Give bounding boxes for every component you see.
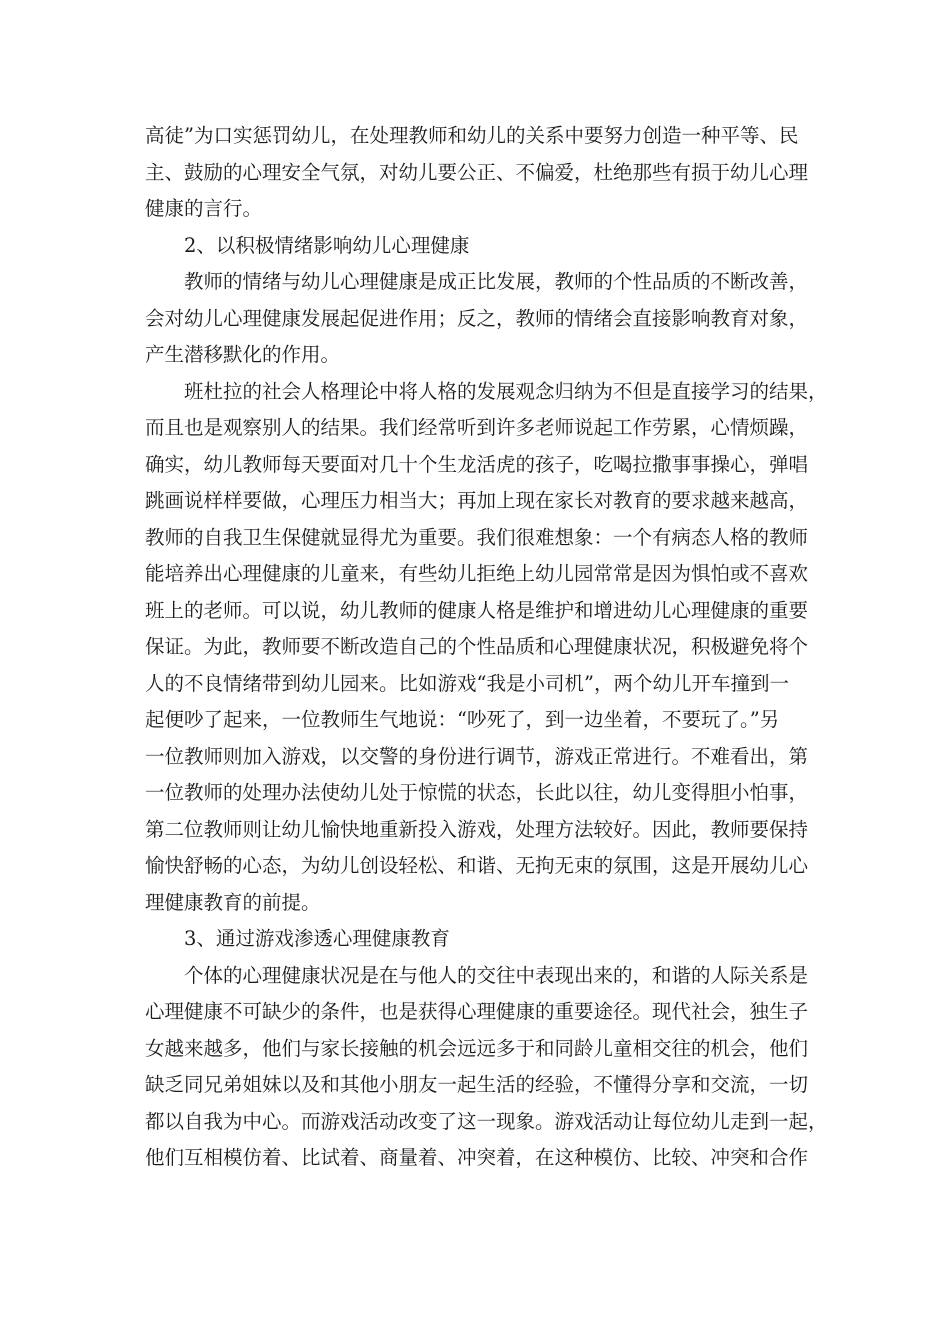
text-line: 而且也是观察别人的结果。我们经常听到许多老师说起工作劳累，心情烦躁， [145, 416, 809, 439]
paragraph-first-line: 个体的心理健康状况是在与他人的交往中表现出来的，和谐的人际关系是 [184, 963, 809, 987]
text-line: 班上的老师。可以说，幼儿教师的健康人格是维护和增进幼儿心理健康的重要 [145, 598, 809, 622]
text-line: 愉快舒畅的心态，为幼儿创设轻松、和谐、无拘无束的氛围，这是开展幼儿心 [145, 854, 809, 877]
text-line: 会对幼儿心理健康发展起促进作用；反之，教师的情绪会直接影响教育对象， [145, 306, 809, 330]
text-line: 起便吵了起来，一位教师生气地说：“吵死了，到一边坐着，不要玩了。”另 [145, 708, 780, 731]
text-line: 跳画说样样要做，心理压力相当大；再加上现在家长对教育的要求越来越高， [145, 489, 809, 512]
text-line: 缺乏同兄弟姐妹以及和其他小朋友一起生活的经验，不懂得分享和交流，一切 [145, 1073, 809, 1096]
section-heading: 3、通过游戏渗透心理健康教育 [184, 927, 450, 950]
paragraph-first-line: 班杜拉的社会人格理论中将人格的发展观念归纳为不但是直接学习的结果， [184, 379, 828, 403]
text-line: 心理健康不可缺少的条件，也是获得心理健康的重要途径。现代社会，独生子 [145, 1000, 809, 1023]
text-line: 教师的自我卫生保健就显得尤为重要。我们很难想象：一个有病态人格的教师 [145, 525, 809, 549]
text-line: 理健康教育的前提。 [145, 890, 321, 914]
section-heading: 2、以积极情绪影响幼儿心理健康 [184, 233, 470, 257]
text-line: 人的不良情绪带到幼儿园来。比如游戏“我是小司机”，两个幼儿开车撞到一 [145, 671, 789, 695]
text-line: 产生潜移默化的作用。 [145, 343, 341, 366]
document-body [145, 118, 828, 1177]
text-line: 保证。为此，教师要不断改造自己的个性品质和心理健康状况，积极避免将个 [145, 635, 809, 658]
text-line: 一位教师的处理办法使幼儿处于惊慌的状态，长此以往，幼儿变得胆小怕事， [145, 781, 809, 804]
text-line: 高徒”为口实惩罚幼儿，在处理教师和幼儿的关系中要努力创造一种平等、民 [145, 124, 799, 147]
text-line: 一位教师则加入游戏，以交警的身份进行调节，游戏正常进行。不难看出，第 [145, 744, 809, 768]
text-line: 主、鼓励的心理安全气氛，对幼儿要公正、不偏爱，杜绝那些有损于幼儿心理 [145, 160, 809, 184]
text-line: 他们互相模仿着、比试着、商量着、冲突着，在这种模仿、比较、冲突和合作 [145, 1146, 809, 1169]
text-line: 女越来越多，他们与家长接触的机会远远多于和同龄儿童相交往的机会，他们 [145, 1036, 809, 1060]
text-line: 都以自我为中心。而游戏活动改变了这一现象。游戏活动让每位幼儿走到一起， [145, 1109, 828, 1133]
text-line: 健康的言行。 [145, 197, 263, 220]
paragraph-first-line: 教师的情绪与幼儿心理健康是成正比发展，教师的个性品质的不断改善， [184, 270, 809, 293]
text-line: 第二位教师则让幼儿愉快地重新投入游戏，处理方法较好。因此，教师要保持 [145, 817, 809, 841]
text-line: 确实，幼儿教师每天要面对几十个生龙活虎的孩子，吃喝拉撒事事操心，弹唱 [145, 452, 809, 476]
text-line: 能培养出心理健康的儿童来，有些幼儿拒绝上幼儿园常常是因为惧怕或不喜欢 [145, 562, 809, 585]
